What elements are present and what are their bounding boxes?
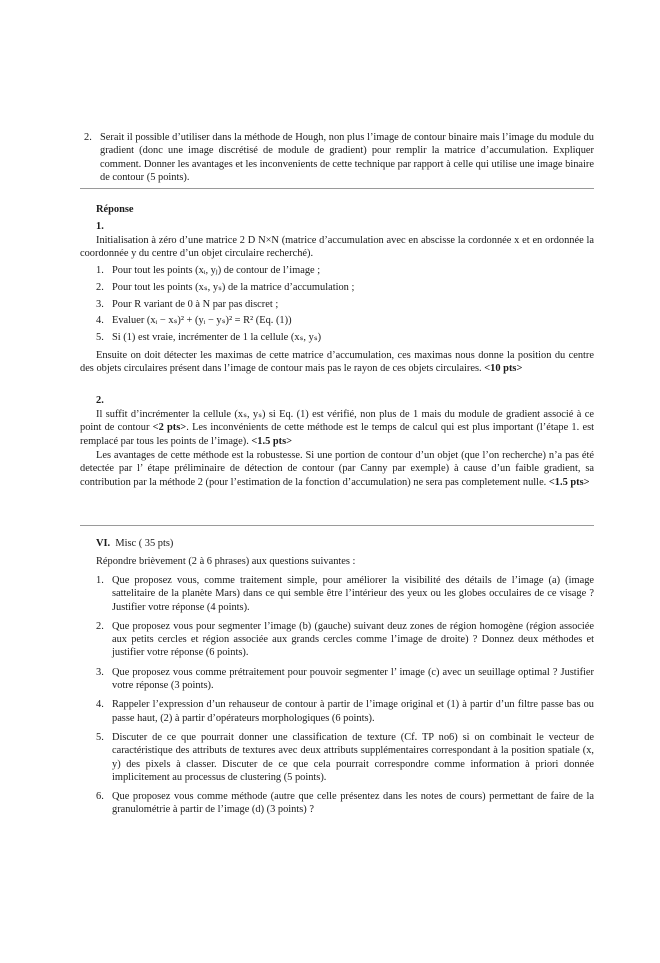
step-text: Pour tout les points (xₛ, yₛ) de la matrice d’accumulation ; (112, 281, 355, 293)
answer-part1-conclusion (80, 349, 594, 376)
section-number: VI. (96, 538, 111, 549)
step-number: 4. (96, 315, 104, 327)
paragraph-text: Il suffit d’incrémenter la cellule (xₛ, yₛ) si Eq. (1) est vérifié, non plus de 1 mais du module de gradient associé à ce point de contour (80, 409, 594, 434)
question-number: 3. (96, 666, 104, 678)
question-item (92, 698, 594, 725)
step-text: Evaluer (xᵢ − xₛ)² + (yᵢ − yₛ)² = R² (Eq. (1)) (112, 315, 292, 327)
answer-part1-intro: Initialisation à zéro d’une matrice 2 D N×N (matrice d’accumulation avec en abscisse la cordonnée x et en ordonnée la coordonnée y du centre d’un objet circulaire recherché). (80, 235, 594, 260)
step-text: Pour R variant de 0 à N par pas discret ; (112, 298, 279, 310)
question-number: 1. (96, 575, 104, 586)
step-text: Pour tout les points (xᵢ, yⱼ) de contour de l’image ; (112, 265, 321, 276)
question-number: 2. (96, 620, 104, 632)
question-text: Serait il possible d’utiliser dans la méthode de Hough, non plus l’image de contour binaire mais l’image du module du gradient (donc une image discrétisé de module de gradient) pour remplir la matrice d’accumulation. Expliquer comment. Donner les avantages et les inconvenients de cette technique par rapport à celle qui utilise une image binaire de contour (5 points). (100, 132, 594, 183)
conclusion-text: Ensuite on doit détecter les maximas de cette matrice d’accumulation, ces maximas nous donne la position du centre des objets circulaires présent dans l’image de contour mais pas le rayon de ces objets circulaires. (80, 350, 594, 375)
question-text: Discuter de ce que pourrait donner une classification de texture (Cf. TP no6) si on combinait le vecteur de caractéristique des attributs de textures avec deux attributs supplémentaires correspondant à la position spatiale (x, y) des pixels à classer. Discuter de ce que cela pourrait correspondre comme information à priori donnée implicitement au processus de clustering (5 points). (112, 731, 594, 783)
step-number: 5. (96, 332, 104, 344)
step-item (92, 264, 592, 277)
step-item (92, 281, 592, 294)
answer-part2-label (96, 394, 594, 407)
step-number: 1. (96, 265, 104, 276)
horizontal-rule (80, 525, 594, 526)
question-item (92, 731, 594, 784)
step-number: 2. (96, 281, 104, 293)
question-item (92, 790, 594, 817)
step-text: Si (1) est vraie, incrémenter de 1 la cellule (xₛ, yₛ) (112, 332, 322, 344)
points-badge: <1.5 pts> (251, 435, 293, 447)
paragraph-text: Les avantages de cette méthode est la robustesse. Si une portion de contour d’un objet (que l’on recherche) n’a pas été detectée par l’ étape préliminaire de détection de contour (par Canny par exemple) à cause d’un faible gradient, sa contribution par la méthode 2 (pour l’estimation de la fonction d’accumulation) ne sera pas completement nulle. (80, 450, 594, 488)
points-badge: <10 pts> (484, 363, 523, 375)
question-item (80, 131, 594, 184)
answer-part2-paragraph2 (80, 449, 594, 489)
section-instruction: Répondre brièvement (2 à 6 phrases) aux questions suivantes : (96, 556, 356, 567)
step-item (92, 331, 592, 344)
answer-part1-label (96, 220, 594, 233)
horizontal-rule (80, 188, 594, 189)
question-text: Que proposez vous comme méthode (autre que celle présentez dans les notes de cours) permettant de faire de la granulométrie à partir de l’image (d) (3 points) ? (112, 791, 594, 816)
question-number: 4. (96, 699, 104, 711)
question-item (92, 620, 594, 660)
part2-label-text: 2. (96, 395, 104, 406)
points-badge: <1.5 pts> (548, 476, 590, 488)
question-text: Que proposez vous pour segmenter l’image (b) (gauche) suivant deuz zones de région homogène (région associée aux petits cercles et région associée aux grands cercles comme l’image de droite) ? Donnez deux méthodes et justifier votre réponse (6 points). (112, 620, 594, 659)
question-number: 5. (96, 731, 104, 743)
question-item (92, 666, 594, 693)
answer-part2-paragraph1 (80, 408, 594, 448)
step-item (92, 314, 592, 327)
paragraph-text: . Les inconvénients de cette méthode est le temps de calcul qui est plus important (l’étape 1. est remplacé par tous les points de l’image). (80, 422, 595, 447)
question-number: 6. (96, 791, 104, 803)
section-heading (96, 537, 594, 550)
question-item (92, 574, 594, 614)
section-title: Misc ( 35 pts) (115, 538, 174, 549)
question-text: Rappeler l’expression d’un rehauseur de contour à partir de l’image original et (1) à partir d’un filtre passe bas ou passe haut, (2) à partir d’opérateurs morphologiques (6 points). (112, 699, 594, 724)
question-text: Que proposez vous, comme traitement simple, pour améliorer la visibilité des détails de l’image (a) (image sattelitaire de la planète Mars) dans ce qui semble être l’intérieur des yeux ou les globes occulaires de ce visage ? Justifier votre réponse (4 points). (112, 575, 594, 613)
questions-list (92, 574, 594, 817)
question-text: Que proposez vous comme prétraitement pour pouvoir segmenter l’ image (c) avec un seuillage optimal ? Justifier votre réponse (3 points). (112, 666, 594, 692)
answer-heading (96, 203, 594, 216)
answer-heading-text: Réponse (96, 204, 134, 215)
step-number: 3. (96, 298, 104, 310)
part1-label-text: 1. (96, 221, 104, 232)
question-number: 2. (84, 132, 92, 143)
step-item (92, 298, 592, 311)
previous-question (80, 131, 594, 184)
points-badge: <2 pts> (152, 422, 187, 434)
answer-steps-list (92, 264, 592, 344)
